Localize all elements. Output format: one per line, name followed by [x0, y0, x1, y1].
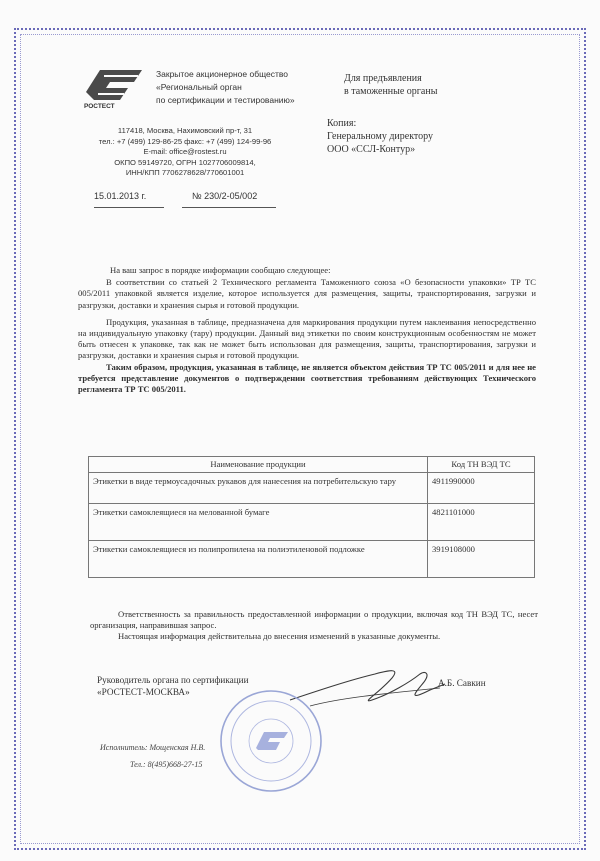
- product-name-cell: Этикетки самоклеящиеся из полипропилена на полиэтиленовой подложке: [89, 541, 428, 578]
- product-name-cell: Этикетки самоклеящиеся на мелованной бумаге: [89, 504, 428, 541]
- organization-name: Закрытое акционерное общество «Региональный орган по сертификации и тестированию»: [156, 69, 295, 105]
- official-stamp: [218, 688, 324, 794]
- logo-caption: РОСТЕСТ: [84, 103, 115, 110]
- body-paragraph-1: В соответствии со статьей 2 Технического регламента Таможенного союза «О безопасности упаковки» ТР ТС 005/2011 упаковкой является изделие, которое используется для размещения, защиты, транспортирования, загрузки и разгрузки, доставки и хранения сырья и готовой продукции.: [78, 277, 536, 310]
- table-row: [89, 541, 535, 578]
- copy-recipient-block: Копия: Генеральному директору ООО «ССЛ-Контур»: [327, 118, 434, 155]
- closing-text: [90, 609, 538, 643]
- column-header-product: Наименование продукции: [89, 457, 428, 473]
- number-underline: [182, 207, 276, 208]
- recipient-block: Для предъявления в таможенные органы: [344, 73, 438, 97]
- body-paragraph-2: Продукция, указанная в таблице, предназначена для маркирования продукции путем наклеивания непосредственно на индивидуальную упаковку (тару) продукции. Данный вид этикетки по своим конструкционным особенностям не может быть отнесен к упаковке, так как не может быть использован для размещения, защиты, транспортирования, загрузки и разгрузки, доставки и хранения сырья и готовой продукции.: [78, 316, 536, 361]
- body-paragraph-3: Таким образом, продукция, указанная в таблице, не является объектом действия ТР ТС 005/2011 и для нее не требуется представление документов о подтверждении соответствия требованиям действующих Технического регламента ТР ТС 005/2011.: [78, 361, 536, 395]
- executor-block: [100, 739, 205, 773]
- date-underline: [94, 207, 164, 208]
- closing-paragraph-1: Ответственность за правильность предоставленной информации о продукции, включая код ТН ВЭД ТС, несет организация, направившая запрос.: [90, 609, 538, 631]
- executor-phone: Тел.: 8(495)668-27-15: [130, 760, 203, 769]
- product-code-cell: 3919108000: [428, 541, 535, 578]
- closing-paragraph-2: Настоящая информация действительна до внесения изменений в указанные документы.: [118, 631, 441, 642]
- product-name-cell: Этикетки в виде термоусадочных рукавов для нанесения на потребительскую тару: [89, 473, 428, 504]
- letter-body: [78, 265, 536, 395]
- organization-address: 117418, Москва, Нахимовский пр-т, 31 тел.: +7 (499) 129-86-25 факс: +7 (499) 124-99-96 E-mail: office@rostest.ru ОКПО 59149720, ОГРН 1027706009814, ИНН/КПП 7706278628/770601001: [98, 126, 272, 177]
- product-code-cell: 4911990000: [428, 473, 535, 504]
- column-header-code: Код ТН ВЭД ТС: [428, 457, 535, 473]
- executor-name: Исполнитель: Мощенская Н.В.: [100, 743, 206, 752]
- table-row: [89, 504, 535, 541]
- letter-number: № 230/2-05/002: [192, 191, 258, 201]
- rostest-logo: [80, 66, 148, 110]
- signer-name: А.Б. Савкин: [438, 678, 486, 688]
- products-table: [88, 456, 535, 578]
- product-code-cell: 4821101000: [428, 504, 535, 541]
- signatory-position: Руководитель органа по сертификации «РОСТЕСТ-МОСКВА»: [97, 675, 249, 697]
- table-header-row: [89, 457, 535, 473]
- letter-date: 15.01.2013 г.: [94, 191, 147, 201]
- body-intro: На ваш запрос в порядке информации сообщаю следующее:: [110, 265, 331, 275]
- table-row: [89, 473, 535, 504]
